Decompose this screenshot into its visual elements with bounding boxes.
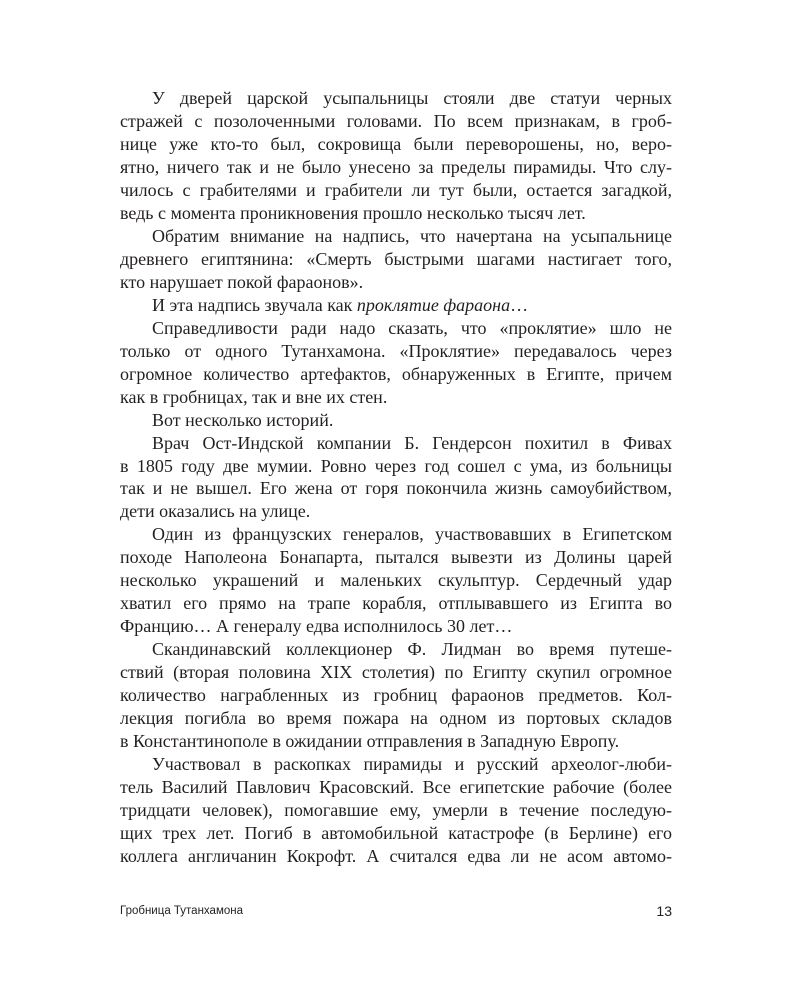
- text-line: тель Василий Павлович Красовский. Все египетские рабочие (более: [120, 777, 672, 798]
- italic-phrase: проклятие фараона: [356, 294, 511, 315]
- page-body-text: [120, 87, 672, 868]
- text-line: Вот несколько историй.: [152, 409, 334, 430]
- text-line: в 1805 году две мумии. Ровно через год сошел с ума, из больницы: [120, 455, 672, 476]
- text-line: количество награбленных из гробниц фараонов предметов. Кол-: [120, 685, 672, 706]
- text-line: Францию… А генералу едва исполнилось 30 лет…: [120, 616, 513, 637]
- text-span: И эта надпись звучала как: [152, 294, 357, 315]
- text-line: огромное количество артефактов, обнаруженных в Египте, причем: [120, 363, 672, 384]
- text-line: Скандинавский коллекционер Ф. Лидман во время путеше-: [152, 639, 672, 660]
- text-line: лекция погибла во время пожара на одном из портовых складов: [120, 708, 672, 729]
- text-line: У дверей царской усыпальницы стояли две статуи черных: [152, 88, 672, 108]
- text-line: Справедливости ради надо сказать, что «проклятие» шло не: [152, 317, 672, 338]
- text-line: дети оказались на улице.: [120, 501, 311, 522]
- text-line: ведь с момента проникновения прошло несколько тысяч лет.: [120, 202, 586, 223]
- text-line: хватил его прямо на трапе корабля, отплывавшего из Египта во: [120, 593, 672, 614]
- text-line: в Константинополе в ожидании отправления в Западную Европу.: [120, 731, 620, 752]
- text-line: Врач Ост-Индской компании Б. Гендерсон похитил в Фивах: [152, 432, 672, 453]
- text-line-with-italic: [120, 294, 672, 317]
- text-line: походе Наполеона Бонапарта, пытался вывезти из Долины царей: [120, 547, 672, 568]
- text-line: тридцати человек), помогавшие ему, умерли в течение последую-: [120, 800, 672, 821]
- text-line: ствий (вторая половина XIX столетия) по Египту скупил огромное: [120, 662, 672, 683]
- text-line: кто нарушает покой фараонов».: [120, 271, 364, 292]
- text-span: …: [510, 294, 529, 315]
- text-line: древнего египтянина: «Смерть быстрыми шагами настигает того,: [120, 248, 672, 269]
- text-line: как в гробницах, так и вне их стен.: [120, 386, 388, 407]
- text-line: Обратим внимание на надпись, что начертана на усыпальнице: [152, 225, 672, 246]
- running-title: Гробница Тутанхамона: [120, 905, 243, 917]
- text-line: так и не вышел. Его жена от горя покончила жизнь самоубийством,: [120, 478, 672, 499]
- text-line: коллега англичанин Кокрофт. А считался едва ли не асом автомо-: [120, 845, 672, 866]
- text-line: Участвовал в раскопках пирамиды и русский археолог-люби-: [152, 754, 672, 775]
- text-line: чилось с грабителями и грабители ли тут были, остается загадкой,: [120, 179, 672, 200]
- text-line: ятно, ничего так и не было унесено за пределы пирамиды. Что слу-: [120, 156, 672, 177]
- text-line: несколько украшений и маленьких скульптур. Сердечный удар: [120, 570, 672, 591]
- page-number: 13: [656, 903, 672, 919]
- text-line: только от одного Тутанхамона. «Проклятие» передавалось через: [120, 340, 672, 361]
- text-line: щих трех лет. Погиб в автомобильной катастрофе (в Берлине) его: [120, 823, 672, 843]
- text-line: стражей с позолоченными головами. По всем признакам, в гроб-: [120, 110, 672, 131]
- text-line: нице уже кто-то был, сокровища были переворошены, но, веро-: [120, 133, 672, 154]
- text-line: Один из французских генералов, участвовавших в Египетском: [152, 524, 672, 545]
